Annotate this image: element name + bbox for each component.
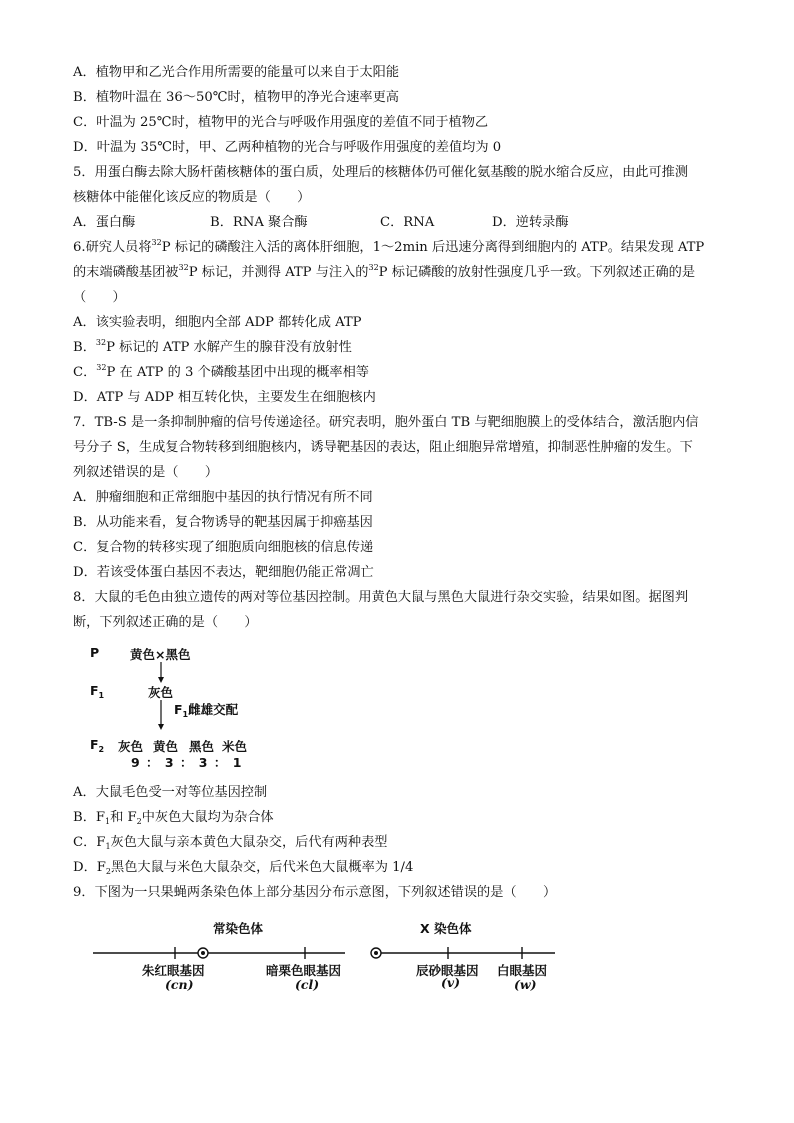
q8-option-a: A．大鼠毛色受一对等位基因控制 <box>73 785 268 800</box>
gene-cl-symbol: (cl) <box>295 977 320 992</box>
cross-mating-label: $F_1$雌雄交配 <box>174 702 239 719</box>
prev-option-d: D．叶温为 35℃时，甲、乙两种植物的光合与呼吸作用强度的差值均为 0 <box>73 140 502 155</box>
q7-stem-line1: 7．TB-S 是一条抑制肿瘤的信号传递途径。研究表明，胞外蛋白 TB 与靶细胞膜上的受体结合，激活胞内信 <box>73 415 699 430</box>
prev-option-c: C．叶温为 25℃时，植物甲的光合与呼吸作用强度的差值不同于植物乙 <box>73 115 489 130</box>
q6-option-a: A．该实验表明，细胞内全部 ADP 都转化成 ATP <box>73 315 362 330</box>
q8-option-b: B．$F_1$和 $F_2$中灰色大鼠均为杂合体 <box>73 810 274 826</box>
x-centromere-dot <box>374 951 378 955</box>
q5-option-d: D．逆转录酶 <box>492 215 569 230</box>
q5-option-a: A．蛋白酶 <box>73 215 136 230</box>
q6-stem-line2: 的末端磷酸基团被$^{32}$P 标记，并测得 ATP 与注入的$^{32}$P 标记磷酸的放射性强度几乎一致。下列叙述正确的是 <box>73 263 696 280</box>
arrowhead-f1-f2 <box>158 724 164 730</box>
q7-option-d: D．若该受体蛋白基因不表达，靶细胞仍能正常凋亡 <box>73 565 374 580</box>
q5-option-c: C．RNA <box>380 215 435 230</box>
q8-stem-line1: 8．大鼠的毛色由独立遗传的两对等位基因控制。用黄色大鼠与黑色大鼠进行杂交实验，结果如图。据图判 <box>73 590 689 605</box>
cross-parents: 黄色×黑色 <box>130 647 191 662</box>
gene-w-name: 白眼基因 <box>497 963 548 978</box>
q7-option-b: B．从功能来看，复合物诱导的靶基因属于抑癌基因 <box>73 515 373 530</box>
q6-option-b: B．$^{32}$P 标记的 ATP 水解产生的腺苷没有放射性 <box>73 338 352 355</box>
q5-option-b: B．RNA 聚合酶 <box>210 215 308 230</box>
cross-f1-label: $F_1$ <box>90 683 105 700</box>
q6-option-c: C．$^{32}$P 在 ATP 的 3 个磷酸基团中出现的概率相等 <box>73 363 369 380</box>
q9-stem: 9．下图为一只果蝇两条染色体上部分基因分布示意图，下列叙述错误的是（ ） <box>73 885 557 900</box>
q7-option-a: A．肿瘤细胞和正常细胞中基因的执行情况有所不同 <box>73 490 373 505</box>
gene-w-symbol: (w) <box>514 977 537 992</box>
gene-v-symbol: (v) <box>441 975 461 990</box>
cross-f2-label: $F_2$ <box>90 737 105 754</box>
autosome-centromere-dot <box>201 951 205 955</box>
q6-option-d: D．ATP 与 ADP 相互转化快，主要发生在细胞核内 <box>73 390 376 405</box>
q8-option-c: C．$F_1$灰色大鼠与亲本黄色大鼠杂交，后代有两种表型 <box>73 835 388 851</box>
q6-stem-line3: （ ） <box>73 290 126 305</box>
cross-f2-pheno-2: 黄色 <box>153 739 179 754</box>
q8-option-d: D．$F_2$黑色大鼠与米色大鼠杂交，后代米色大鼠概率为 1/4 <box>73 860 414 876</box>
q7-stem-line3: 列叙述错误的是（ ） <box>73 465 219 480</box>
cross-f2-ratio: 9 ： 3 ： 3 ： 1 <box>131 755 243 770</box>
q6-stem-line1: 6.研究人员将$^{32}$P 标记的磷酸注入活的离体肝细胞，1～2min 后迅速分离得到细胞内的 ATP。结果发现 ATP <box>73 238 705 255</box>
autosome-title: 常染色体 <box>213 921 264 936</box>
prev-option-b: B．植物叶温在 36～50℃时，植物甲的净光合速率更高 <box>73 90 399 105</box>
cross-f2-pheno-3: 黑色 <box>189 739 215 754</box>
cross-p-label: P <box>90 645 100 660</box>
cross-arrows <box>155 660 167 750</box>
q5-stem-line1: 5．用蛋白酶去除大肠杆菌核糖体的蛋白质，处理后的核糖体仍可催化氨基酸的脱水缩合反应，由此可推测 <box>73 165 689 180</box>
gene-cn-symbol: (cn) <box>165 977 194 992</box>
q7-option-c: C．复合物的转移实现了细胞质向细胞核的信息传递 <box>73 540 374 555</box>
gene-cl-name: 暗栗色眼基因 <box>266 963 342 978</box>
q5-stem-line2: 核糖体中能催化该反应的物质是（ ） <box>73 190 311 205</box>
x-chromosome-title: X 染色体 <box>420 921 472 936</box>
arrowhead-p-f1 <box>158 677 164 683</box>
gene-cn-name: 朱红眼基因 <box>142 963 205 978</box>
gene-v-name: 辰砂眼基因 <box>416 963 479 978</box>
cross-f1-phenotype: 灰色 <box>148 685 174 700</box>
q7-stem-line2: 号分子 S，生成复合物转移到细胞核内，诱导靶基因的表达，阻止细胞异常增殖，抑制恶性肿瘤的发生。下 <box>73 440 693 455</box>
cross-f2-pheno-1: 灰色 <box>118 739 144 754</box>
q8-stem-line2: 断，下列叙述正确的是（ ） <box>73 615 258 630</box>
prev-option-a: A．植物甲和乙光合作用所需要的能量可以来自于太阳能 <box>73 65 400 80</box>
cross-f2-pheno-4: 米色 <box>222 739 248 754</box>
